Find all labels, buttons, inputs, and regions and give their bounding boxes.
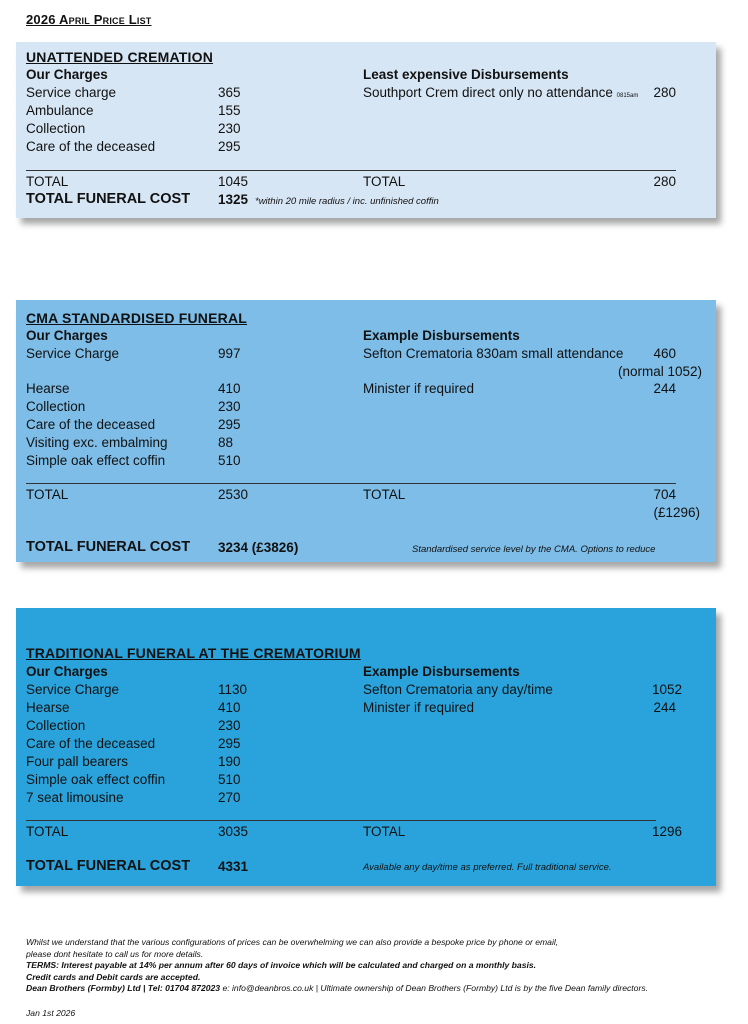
funeral-cost-amount: 3234 (£3826)	[218, 540, 299, 555]
section-title: CMA STANDARDISED FUNERAL	[26, 310, 248, 326]
charge-amount: 88	[218, 435, 234, 450]
total-label: TOTAL	[26, 174, 69, 189]
disbursement-label: Minister if required	[363, 700, 475, 715]
funeral-cost-amount: 1325	[218, 192, 249, 207]
disb-total-label: TOTAL	[363, 487, 406, 502]
charge-label: Simple oak effect coffin	[26, 453, 166, 468]
divider	[26, 483, 676, 484]
divider	[26, 170, 676, 171]
charge-label: Hearse	[26, 381, 70, 396]
disb-total-sub: (£1296)	[653, 505, 700, 520]
divider	[26, 820, 656, 821]
disbursement-amount: 460	[653, 346, 676, 361]
charges-heading: Our Charges	[26, 67, 108, 82]
total-label: TOTAL	[26, 487, 69, 502]
charge-amount: 230	[218, 718, 241, 733]
disbursement-sub: (normal 1052)	[617, 364, 702, 379]
funeral-cost-label: TOTAL FUNERAL COST	[26, 539, 191, 555]
footer-email: e: info@deanbros.co.uk | Ultimate ownership of Dean Brothers (Formby) Ltd is by the five Dean family directors.	[220, 983, 649, 993]
total-amount: 2530	[218, 487, 249, 502]
charge-amount: 295	[218, 736, 241, 751]
charge-label: Collection	[26, 718, 86, 733]
charge-label: Simple oak effect coffin	[26, 772, 166, 787]
section-title: UNATTENDED CREMATION	[26, 49, 214, 65]
total-label: TOTAL	[26, 824, 69, 839]
disbursement-amount: 1052	[651, 682, 682, 697]
time-note: 0815am	[616, 93, 639, 99]
charges-heading: Our Charges	[26, 664, 108, 679]
disbursement-label: Sefton Crematoria 830am small attendance	[363, 346, 624, 361]
total-amount: 3035	[218, 824, 249, 839]
cma-standardised-funeral-box	[16, 300, 716, 562]
charge-amount: 230	[218, 121, 241, 136]
charge-label: Collection	[26, 399, 86, 414]
charge-amount: 510	[218, 772, 241, 787]
charge-label: Four pall bearers	[26, 754, 129, 769]
charge-label: 7 seat limousine	[26, 790, 124, 805]
disb-total-amount: 280	[653, 174, 676, 189]
charge-label: Care of the deceased	[26, 139, 156, 154]
charge-label: Service Charge	[26, 682, 120, 697]
charge-amount: 155	[218, 103, 241, 118]
charge-label: Service Charge	[26, 346, 120, 361]
disbursement-label: Minister if required	[363, 381, 475, 396]
charge-label: Care of the deceased	[26, 417, 156, 432]
traditional-funeral-box	[16, 608, 716, 886]
charge-label: Collection	[26, 121, 86, 136]
footer-terms: TERMS: Interest payable at 14% per annum after 60 days of invoice which will be calculated and charged on a monthly basis.	[26, 960, 537, 970]
disb-total-amount: 704	[653, 487, 676, 502]
footer	[26, 937, 648, 995]
charge-amount: 410	[218, 700, 241, 715]
footer-line1: Whilst we understand that the various configurations of prices can be overwhelming we can also provide a bespoke price by phone or email,	[26, 937, 559, 947]
funeral-cost-label: TOTAL FUNERAL COST	[26, 191, 191, 207]
disbursement-label: Sefton Crematoria any day/time	[363, 682, 553, 697]
charge-amount: 410	[218, 381, 241, 396]
disb-total-label: TOTAL	[363, 824, 406, 839]
funeral-cost-label: TOTAL FUNERAL COST	[26, 858, 191, 874]
charge-amount: 997	[218, 346, 241, 361]
funeral-cost-note: *within 20 mile radius / inc. unfinished coffin	[255, 196, 439, 207]
funeral-cost-note: Standardised service level by the CMA. Options to reduce	[412, 544, 656, 555]
disbursement-amount: 244	[653, 700, 676, 715]
disbursements-heading: Example Disbursements	[363, 328, 520, 343]
charge-label: Care of the deceased	[26, 736, 156, 751]
disbursements-heading: Least expensive Disbursements	[363, 67, 569, 82]
unattended-cremation-box	[16, 42, 716, 218]
footer-line2: please dont hesitate to call us for more details.	[26, 948, 204, 959]
disbursement-amount: 280	[653, 85, 676, 100]
charge-amount: 510	[218, 453, 241, 468]
footer-cards: Credit cards and Debit cards are accepted.	[26, 971, 201, 982]
footer-company-line	[26, 983, 648, 995]
charge-amount: 190	[218, 754, 241, 769]
funeral-cost-amount: 4331	[218, 859, 249, 874]
section-title: TRADITIONAL FUNERAL AT THE CREMATORIUM	[26, 645, 361, 661]
charges-heading: Our Charges	[26, 328, 108, 343]
charge-label: Ambulance	[26, 103, 94, 118]
disb-total-label: TOTAL	[363, 174, 406, 189]
disbursement-label: Southport Crem direct only no attendance 0815am	[363, 85, 639, 100]
charge-amount: 295	[218, 417, 241, 432]
footer-date: Jan 1st 2026	[26, 1008, 76, 1018]
page-title: 2026 April Price List	[26, 12, 152, 27]
charge-label: Service charge	[26, 85, 117, 100]
disbursement-amount: 244	[653, 381, 676, 396]
total-amount: 1045	[218, 174, 249, 189]
charge-amount: 365	[218, 85, 241, 100]
footer-company: Dean Brothers (Formby) Ltd | Tel: 01704 872023	[26, 983, 221, 993]
disb-total-amount: 1296	[651, 824, 682, 839]
charge-amount: 1130	[218, 682, 248, 697]
disbursements-heading: Example Disbursements	[363, 664, 520, 679]
charge-label: Visiting exc. embalming	[26, 435, 168, 450]
charge-amount: 230	[218, 399, 241, 414]
charge-amount: 270	[218, 790, 241, 805]
funeral-cost-note: Available any day/time as preferred. Full traditional service.	[363, 862, 612, 873]
charge-amount: 295	[218, 139, 241, 154]
charge-label: Hearse	[26, 700, 70, 715]
